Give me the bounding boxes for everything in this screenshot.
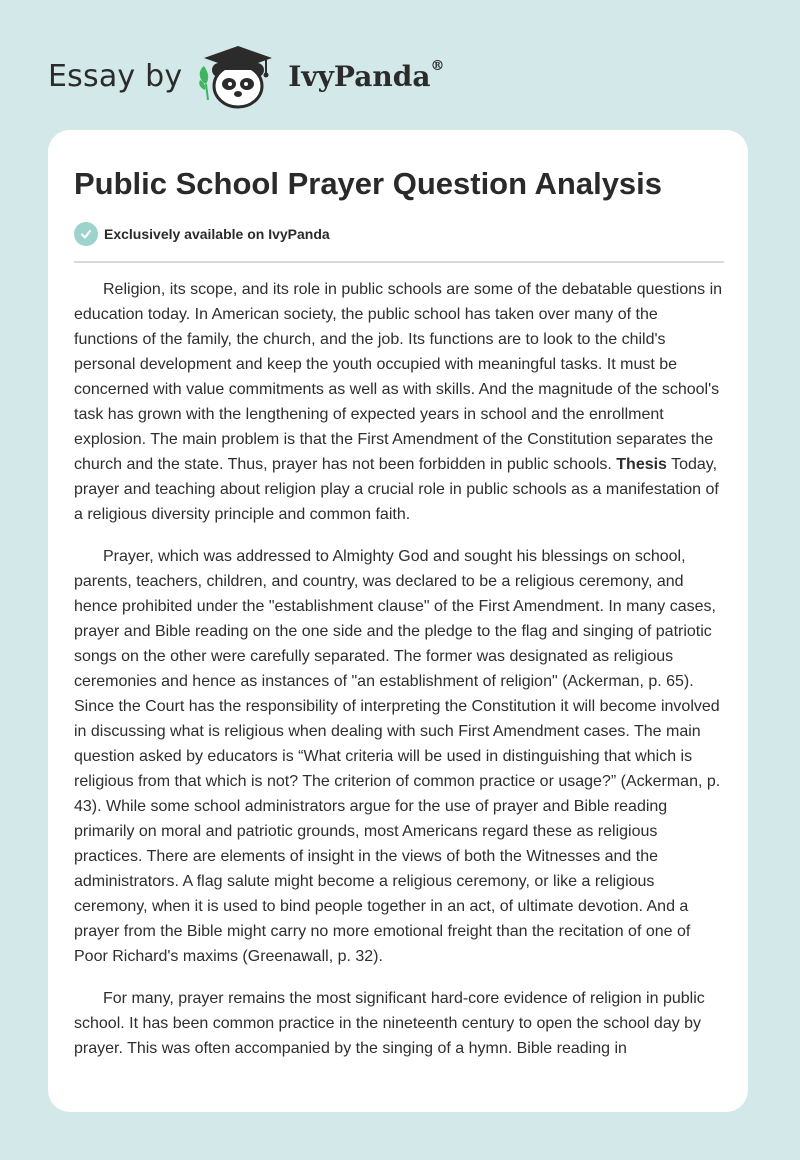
- leaf-icon: [200, 66, 209, 100]
- panda-logo-icon: [196, 40, 284, 112]
- essay-title: Public School Prayer Question Analysis: [74, 166, 663, 201]
- essay-card: [48, 130, 748, 1112]
- thesis-label: Thesis: [616, 456, 667, 473]
- paragraph: Prayer, which was addressed to Almighty God and sought his blessings on school, parents, teachers, children, and country, was declared to be a religious ceremony, and hence prohibited under the "establishment clause" of the First Amendment. In many cases, prayer and Bible reading on the one side and the pledge to the flag and singing of patriotic songs on the other were carefully separated. The former was designated as religious ceremonies and hence as instances of "an establishment of religion" (Ackerman, p. 65). Since the Court has the responsibility of interpreting the Constitution it will become involved in discussing what is religious when dealing with such First Amendment cases. The main question asked by educators is “What criteria will be used in distinguishing that which is religious from that which is not? The criterion of common practice or usage?” (Ackerman, p. 43). While some school administrators argue for the use of prayer and Bible reading primarily on moral and patriotic grounds, most Americans regard these as religious practices. There are elements of insight in the views of both the Witnesses and the administrators. A flag salute might become a religious ceremony, or like a religious ceremony, when it is used to bind people together in an act, of ultimate devotion. And a prayer from the Bible might carry no more emotional freight than the recitation of one of Poor Richard's maxims (Greenawall, p. 32).: [74, 548, 721, 965]
- essay-by-label: Essay by: [48, 58, 183, 94]
- checkmark-icon: [74, 222, 98, 246]
- brand-name: IvyPanda®: [288, 57, 445, 93]
- exclusive-badge: [74, 222, 330, 246]
- paragraph: Religion, its scope, and its role in public schools are some of the debatable questions in education today. In American society, the public school has taken over many of the functions of the family, the church, and the job. Its functions are to look to the child's personal development and keep the youth occupied with meaningful tasks. It must be concerned with value commitments as well as with skills. And the magnitude of the school's task has grown with the lengthening of expected years in school and the enrollment explosion. The main problem is that the First Amendment of the Constitution separates the church and the state. Thus, prayer has not been forbidden in public schools. Thesis Today, prayer and teaching about religion play a crucial role in public schools as a manifestation of a religious diversity principle and common faith.: [74, 281, 723, 523]
- divider: [74, 261, 724, 263]
- ivypanda-logo[interactable]: [196, 40, 444, 112]
- paragraph: For many, prayer remains the most significant hard-core evidence of religion in public school. It has been common practice in the nineteenth century to open the school day by prayer. This was often accompanied by the singing of a hymn. Bible reading in: [74, 990, 705, 1057]
- site-header: [48, 36, 444, 116]
- exclusive-label: Exclusively available on IvyPanda: [104, 226, 330, 242]
- essay-body: [74, 277, 724, 1078]
